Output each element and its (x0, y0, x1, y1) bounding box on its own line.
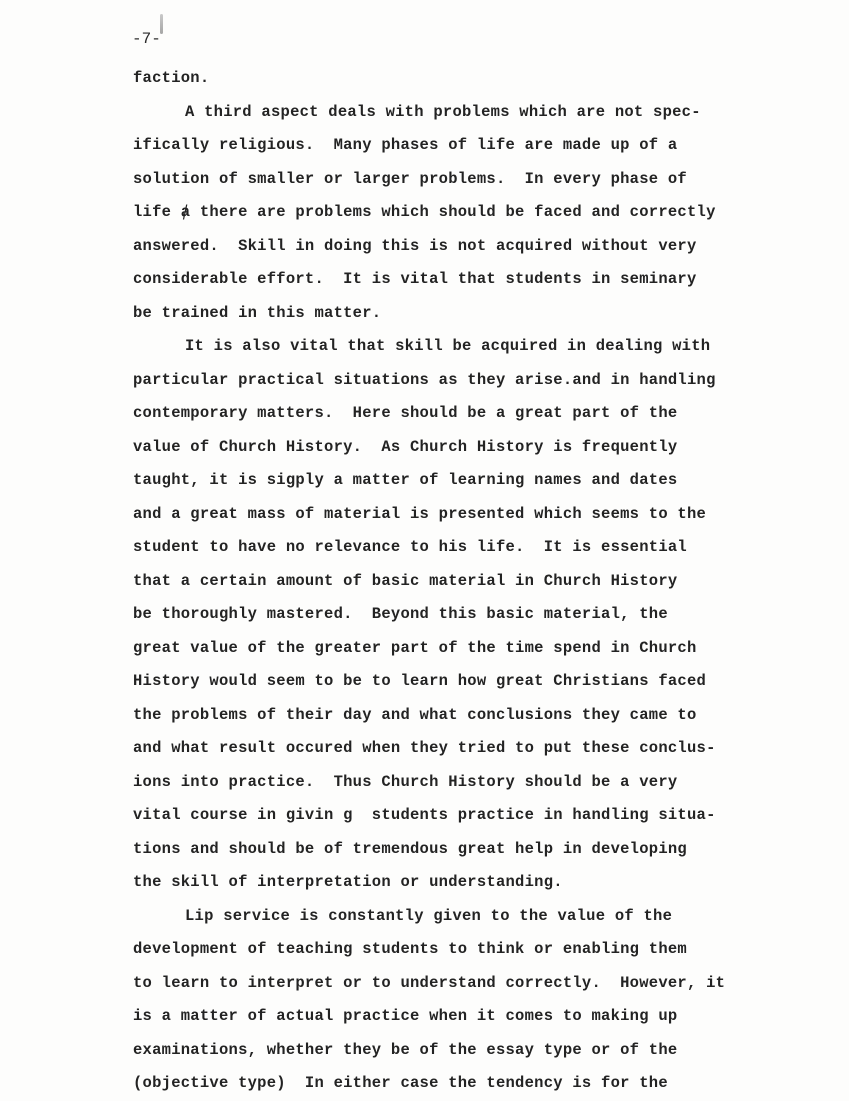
text-line: and what result occured when they tried to put these conclus- (133, 739, 716, 757)
text-line: is a matter of actual practice when it comes to making up (133, 1007, 678, 1025)
text-line: considerable effort. It is vital that students in seminary (133, 270, 697, 288)
text-line: student to have no relevance to his life. It is essential (133, 538, 687, 556)
text-line: answered. Skill in doing this is not acquired without very (133, 236, 697, 255)
text-line: contemporary matters. Here should be a great part of the (133, 404, 678, 422)
text-line: be thoroughly mastered. Beyond this basic material, the (133, 605, 668, 623)
text-line: Lip service is constantly given to the value of the (185, 906, 673, 925)
text-line: the problems of their day and what conclusions they came to (133, 705, 697, 724)
text-line: It is also vital that skill be acquired in dealing with (185, 337, 711, 355)
text-line: that a certain amount of basic material in Church History (133, 571, 678, 590)
page-number: -7- (132, 30, 161, 48)
text-line: great value of the greater part of the time spend in Church (133, 638, 697, 657)
text-line: (objective type) In either case the tendency is for the (133, 1074, 668, 1092)
text-line: development of teaching students to think or enabling them (133, 940, 687, 958)
text-line: A third aspect deals with problems which are not spec- (185, 102, 701, 121)
text-line: History would seem to be to learn how great Christians faced (133, 672, 707, 690)
text-line: the skill of interpretation or understanding. (133, 873, 563, 891)
text-line: and a great mass of material is presented which seems to the (133, 504, 707, 523)
text-line: examinations, whether they be of the essay type or of the (133, 1040, 678, 1059)
body-text (133, 62, 725, 1101)
text-line: particular practical situations as they arise.and in handling (133, 370, 716, 389)
text-line: vital course in givin g students practice in handling situa- (133, 806, 716, 824)
text-line: life ⱥ there are problems which should be faced and correctly (133, 203, 716, 221)
text-line: be trained in this matter. (133, 303, 382, 322)
text-line: ifically religious. Many phases of life are made up of a (133, 136, 678, 154)
text-line: tions and should be of tremendous great help in developing (133, 839, 687, 858)
text-line: taught, it is sigply a matter of learning names and dates (133, 471, 678, 489)
text-line: value of Church History. As Church History is frequently (133, 437, 678, 456)
text-line: faction. (133, 69, 210, 87)
text-line: to learn to interpret or to understand correctly. However, it (133, 973, 726, 992)
text-line: ions into practice. Thus Church History should be a very (133, 772, 678, 791)
text-line: solution of smaller or larger problems. In every phase of (133, 169, 687, 188)
